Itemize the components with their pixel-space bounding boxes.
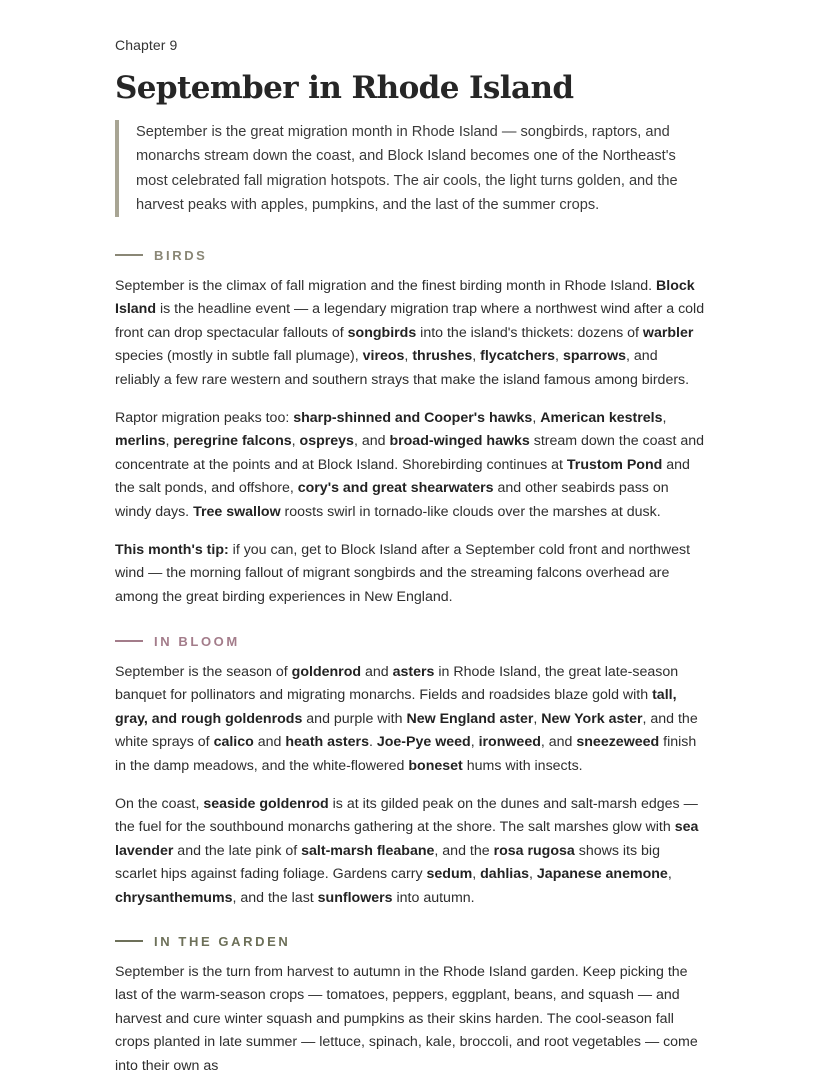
bold-term: ironweed	[478, 734, 541, 751]
text-run: September is the climax of fall migration and the finest birding month in Rhode Island.	[115, 278, 656, 294]
bold-term: merlins	[115, 433, 166, 450]
text-run: shows its big scarlet hips against fading foliage. Gardens carry	[115, 842, 660, 883]
text-run: ,	[404, 348, 413, 365]
text-run: ,	[667, 866, 672, 883]
section-in-the-garden	[115, 933, 705, 1078]
heading-rule	[115, 640, 143, 642]
text-run: in Rhode Island, the great late-season banquet for pollinators and migrating monarchs. Fields and roadsides blaze gold with	[115, 664, 679, 704]
bold-term: New York aster	[541, 710, 643, 727]
text-run: roosts swirl in tornado-like clouds over the marshes at dusk.	[280, 503, 661, 520]
text-run: ,	[533, 710, 542, 727]
text-run: September is the season of	[115, 664, 292, 680]
section-birds	[115, 247, 705, 609]
bold-term: chrysanthemums	[115, 889, 233, 906]
paragraph	[115, 275, 705, 392]
bold-term: ospreys	[299, 433, 354, 450]
bold-term: sneezeweed	[576, 734, 660, 751]
page-title: September in Rhode Island	[115, 70, 574, 106]
section-title: IN THE GARDEN	[154, 933, 291, 949]
bold-term: rosa rugosa	[493, 842, 575, 859]
bold-term: sea lavender	[115, 819, 699, 859]
text-run: into the island's thickets: dozens of	[416, 324, 643, 341]
text-run: into autumn.	[392, 889, 475, 906]
text-run: , and the last	[232, 889, 318, 906]
bold-term: broad-winged hawks	[389, 433, 530, 450]
bold-term: This month's tip:	[115, 542, 229, 559]
text-run: hums with insects.	[462, 757, 583, 774]
paragraph	[115, 539, 705, 609]
bold-term: Trustom Pond	[566, 456, 663, 473]
bold-term: seaside goldenrod	[203, 796, 329, 813]
bold-term: thrushes	[412, 348, 473, 365]
text-run: September is the turn from harvest to autumn in the Rhode Island garden. Keep picking the last of the warm-season crops — tomatoes, peppers, eggplant, beans, and squash — and harvest and cure winter squash and pumpkins as their skins harden. The cool-season fall crops planted in late summer — lettuce, spinach, kale, broccoli, and root vegetables — come into their own as	[115, 964, 698, 1074]
text-run: Raptor migration peaks too:	[115, 410, 294, 427]
text-run: ,	[291, 433, 300, 450]
text-run: ,	[472, 866, 481, 883]
bold-term: warbler	[642, 324, 694, 341]
section-heading	[115, 247, 705, 263]
bold-term: calico	[213, 734, 254, 751]
text-run: ,	[529, 866, 537, 883]
bold-term: asters	[392, 664, 435, 680]
text-run: ,	[532, 410, 541, 427]
bold-term: boneset	[408, 757, 463, 774]
bold-term: sedum	[426, 866, 473, 883]
paragraph	[115, 961, 705, 1078]
text-run: and the late pink of	[173, 842, 302, 859]
bold-term: vireos	[362, 348, 405, 365]
bold-term: flycatchers	[480, 348, 556, 365]
text-run: and the salt ponds, and offshore,	[115, 456, 690, 497]
text-run: if you can, get to Block Island after a September cold front and northwest wind — the morning fallout of migrant songbirds and the streaming falcons overhead are among the great birding experiences in New England.	[115, 542, 691, 605]
text-run: stream down the coast and concentrate at the points and at Block Island. Shorebirding continues at	[115, 433, 705, 473]
text-run: is at its gilded peak on the dunes and salt-marsh edges — the fuel for the southbound monarchs gathering at the shore. The salt marshes glow with	[115, 796, 698, 836]
text-run: ,	[165, 433, 174, 450]
bold-term: American kestrels	[540, 410, 663, 427]
paragraph	[115, 661, 705, 778]
bold-term: Tree swallow	[193, 503, 281, 520]
text-run: , and	[353, 433, 390, 450]
text-run: ,	[472, 348, 481, 365]
text-run: and	[253, 734, 286, 751]
text-run: On the coast,	[115, 796, 204, 813]
text-run: , and the white sprays of	[115, 710, 698, 751]
bold-term: dahlias	[480, 866, 530, 883]
section-title: IN BLOOM	[154, 633, 240, 649]
text-run: species (mostly in subtle fall plumage),	[115, 348, 363, 365]
paragraph	[115, 407, 705, 524]
text-run: .	[368, 734, 377, 751]
section-heading	[115, 933, 705, 949]
bold-term: sharp-shinned and Cooper's hawks	[293, 410, 533, 427]
section-title: BIRDS	[154, 247, 208, 263]
text-run: ,	[470, 734, 479, 751]
text-run: ,	[555, 348, 563, 365]
text-run: and other seabirds pass on windy days.	[115, 480, 669, 520]
chapter-label: Chapter 9	[115, 37, 178, 53]
section-heading	[115, 633, 705, 649]
bold-term: songbirds	[347, 324, 417, 341]
text-run: , and	[540, 734, 577, 751]
bold-term: Joe-Pye weed	[376, 734, 471, 751]
text-run: and purple with	[302, 710, 407, 727]
bold-term: goldenrod	[291, 664, 362, 680]
text-run: , and reliably a few rare western and southern strays that make the island famous among birders.	[115, 348, 690, 388]
bold-term: peregrine falcons	[173, 433, 292, 450]
bold-term: sparrows	[562, 348, 627, 365]
text-run: and	[361, 664, 393, 680]
bold-term: cory's and great shearwaters	[297, 480, 494, 497]
text-run: finish in the damp meadows, and the white-flowered	[115, 734, 697, 774]
bold-term: Japanese anemone	[536, 866, 668, 883]
intro-blockquote: September is the great migration month in Rhode Island — songbirds, raptors, and monarchs stream down the coast, and Block Island becomes one of the Northeast's most celebrated fall migration hotspots. The air cools, the light turns golden, and the harvest peaks with apples, pumpkins, and the last of the summer crops.	[115, 120, 704, 217]
bold-term: Block Island	[115, 278, 695, 318]
bold-term: heath asters	[285, 734, 369, 751]
bold-term: New England aster	[406, 710, 534, 727]
bold-term: tall, gray, and rough goldenrods	[115, 687, 677, 727]
paragraph	[115, 793, 705, 910]
bold-term: salt-marsh fleabane	[301, 842, 435, 859]
text-run: , and the	[434, 842, 494, 859]
heading-rule	[115, 940, 143, 942]
bold-term: sunflowers	[317, 889, 393, 906]
section-in-bloom	[115, 633, 705, 910]
text-run: is the headline event — a legendary migration trap where a northwest wind after a cold front can drop spectacular fallouts of	[115, 301, 705, 341]
text-run: ,	[662, 410, 667, 427]
heading-rule	[115, 254, 143, 256]
